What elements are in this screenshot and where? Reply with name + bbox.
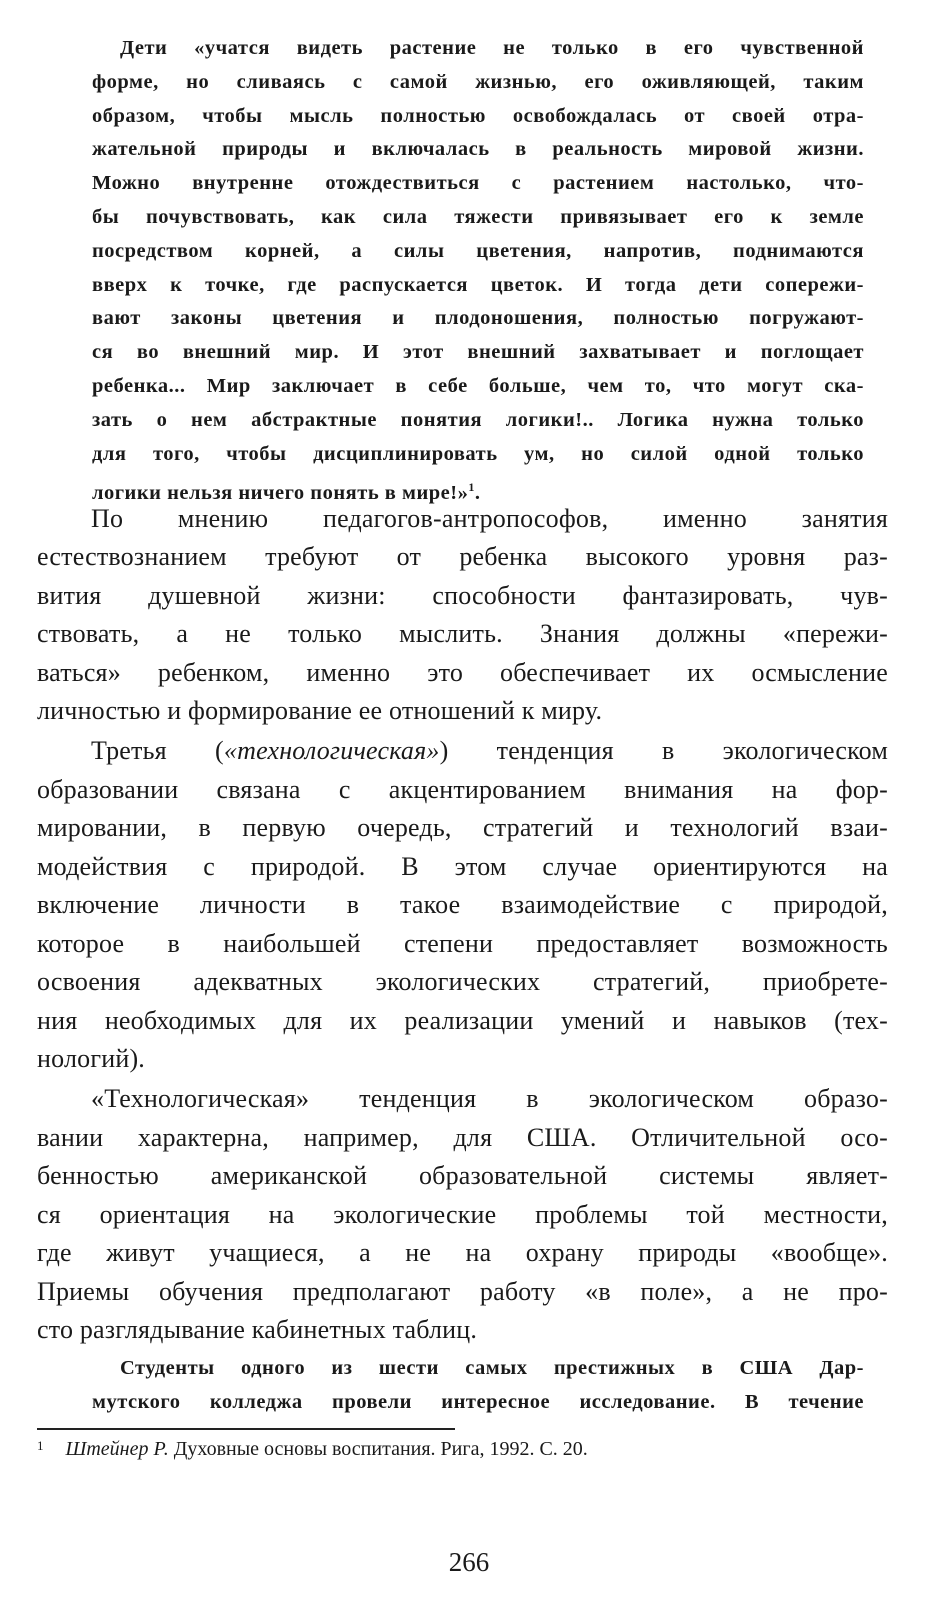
quote-line: вверх к точке, где распускается цветок. И тогда дети сопережи- (92, 273, 864, 296)
paragraph-line: мировании, в первую очередь, стратегий и технологий взаи- (37, 813, 888, 842)
footnote-mark: 1 (37, 1438, 44, 1453)
paragraph-line: где живут учащиеся, а не на охрану природы «вообще». (37, 1238, 888, 1267)
quote-line: Можно внутренне отождествиться с растением настолько, что- (92, 172, 864, 195)
italic-term: «технологическая» (223, 736, 440, 765)
quote-block (92, 32, 864, 511)
footnote-text: Духовные основы воспитания. Рига, 1992. С. 20. (168, 1438, 588, 1460)
quote-line: ся во внешний мир. И этот внешний захватывает и поглощает (92, 341, 864, 364)
paragraph-line: освоения адекватных экологических стратегий, приобрете- (37, 967, 888, 996)
text-prefix: Третья ( (91, 736, 224, 765)
paragraph-line-first (37, 732, 888, 771)
paragraph-line: ния необходимых для их реализации умений и навыков (тех- (37, 1005, 888, 1035)
paragraph-line: которое в наибольшей степени предоставляет возможность (37, 928, 888, 958)
quote-line: для того, чтобы дисциплинировать ум, но силой одной только (92, 442, 864, 465)
paragraph-line: ствовать, а не только мыслить. Знания должны «пережи- (37, 619, 888, 649)
paragraph-line: По мнению педагогов-антропософов, именно занятия (91, 504, 888, 533)
paragraph-line: ся ориентация на экологические проблемы той местности, (37, 1199, 888, 1229)
quote-line: жательной природы и включалась в реальность мировой жизни. (92, 138, 864, 161)
quote-line: вают законы цветения и плодоношения, полностью погружают- (92, 307, 864, 330)
page-number: 266 (448, 1547, 490, 1577)
paragraph-line: естествознанием требуют от ребенка высокого уровня раз- (37, 542, 888, 572)
paragraph-line: мутского колледжа провели интересное исследование. В течение (92, 1390, 864, 1413)
quote-line: зать о нем абстрактные понятия логики!.. Логика нужна только (92, 408, 864, 431)
paragraph-line: включение личности в такое взаимодействие с природой, (37, 890, 888, 919)
paragraph-line: Студенты одного из шести самых престижных в США Дар- (120, 1357, 864, 1379)
quote-line: Дети «учатся видеть растение не только в его чувственной (120, 37, 864, 59)
paragraph-line: «Технологическая» тенденция в экологическом образо- (91, 1084, 888, 1113)
quote-line: посредством корней, а силы цветения, напротив, поднимаются (92, 239, 864, 262)
paragraph-dartmouth (92, 1352, 864, 1420)
quote-line: ребенка... Мир заключает в себе больше, чем то, что могут ска- (92, 374, 864, 397)
footnote-divider (37, 1428, 455, 1430)
paragraph-technological (37, 732, 888, 1079)
quote-line: образом, чтобы мысль полностью освобождалась от своей отра- (92, 104, 864, 127)
paragraph-line: личностью и формирование ее отношений к миру. (37, 696, 603, 726)
quote-line-last: логики нельзя ничего понять в мире!»$^1$. (92, 480, 481, 505)
paragraph-line: бенностью американской образовательной системы являет- (37, 1161, 888, 1190)
paragraph-usa (37, 1080, 888, 1350)
paragraph-line: Приемы обучения предполагают работу «в поле», а не про- (37, 1276, 888, 1306)
text-suffix: ) тенденция в экологическом (439, 736, 889, 765)
footnote (37, 1438, 588, 1461)
paragraph-line: образовании связана с акцентированием внимания на фор- (37, 774, 888, 804)
paragraph-line: вития душевной жизни: способности фантазировать, чув- (37, 580, 888, 610)
footnote-ref: 1 (468, 480, 475, 495)
paragraph-line: сто разглядывание кабинетных таблиц. (37, 1315, 478, 1344)
quote-line: бы почувствовать, как сила тяжести привязывает его к земле (92, 205, 864, 228)
paragraph-line: модействия с природой. В этом случае ориентируются на (37, 851, 888, 881)
paragraph-line: ваться» ребенком, именно это обеспечивает их осмысление (37, 657, 888, 687)
quote-line: форме, но сливаясь с самой жизнью, его оживляющей, таким (92, 70, 864, 93)
paragraph-anthroposophy (37, 500, 888, 730)
paragraph-line: вании характерна, например, для США. Отличительной осо- (37, 1122, 888, 1152)
footnote-author: Штейнер Р. (65, 1438, 169, 1460)
paragraph-line: нологий). (37, 1044, 145, 1073)
quote-last-text: логики нельзя ничего понять в мире!» (92, 482, 469, 505)
